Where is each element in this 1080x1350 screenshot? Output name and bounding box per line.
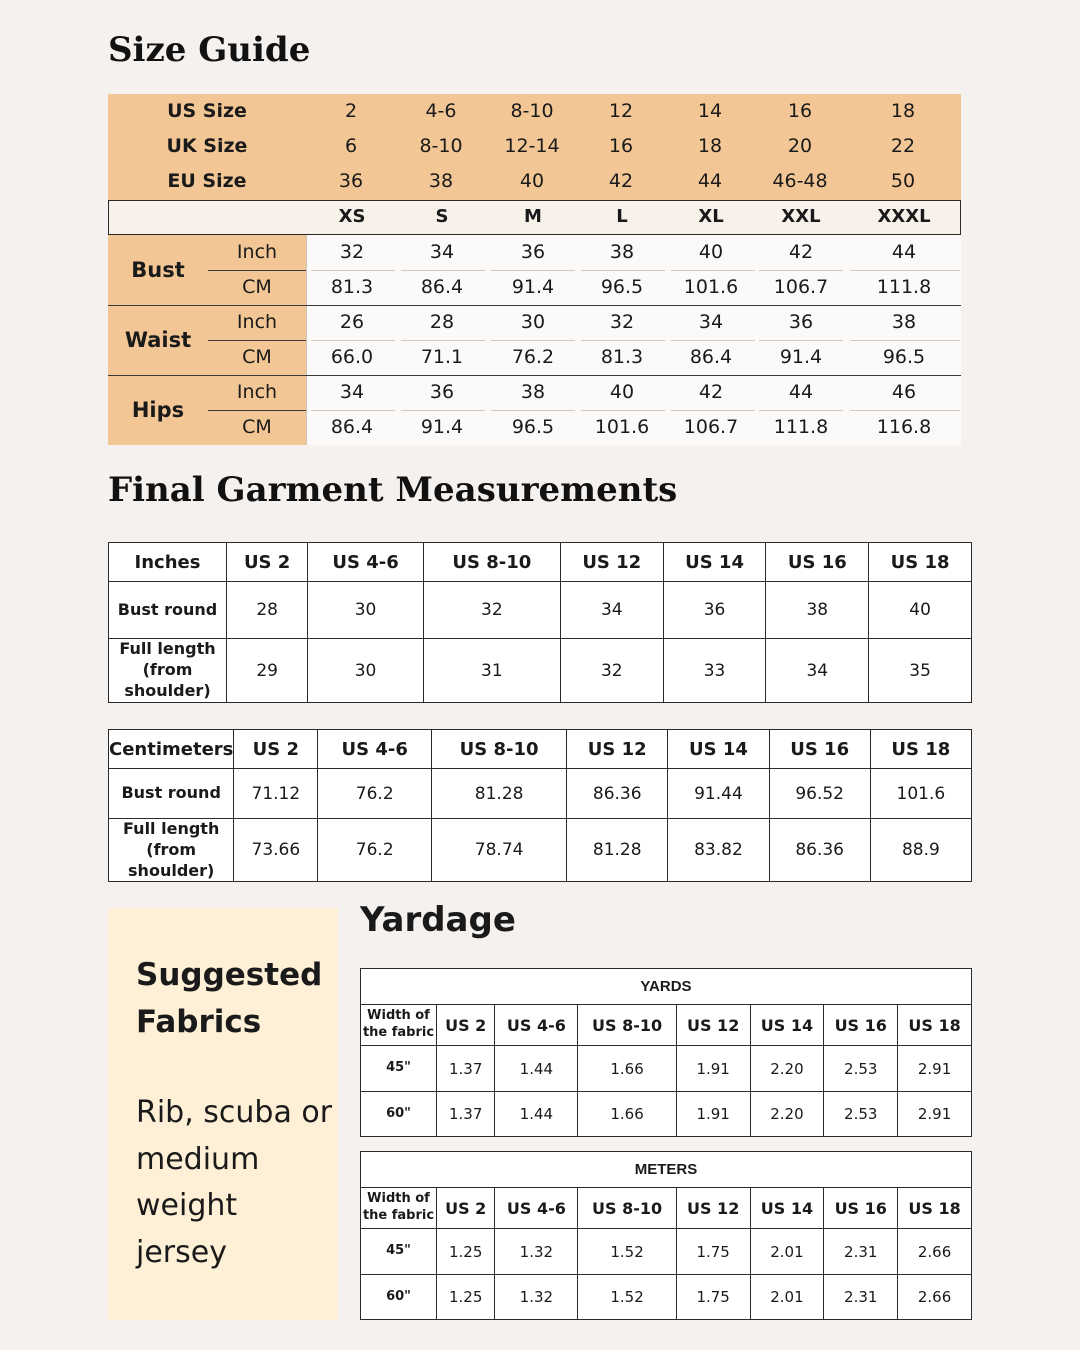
measurement-label-cell [108, 375, 306, 445]
column-header: US 2 [437, 1005, 495, 1046]
table-cell: 1.52 [578, 1275, 676, 1320]
size-guide-table [108, 94, 961, 444]
table-cell: 101.6 [870, 769, 971, 819]
measurement-name: Bust [131, 258, 185, 282]
table-cell: 86.36 [567, 769, 668, 819]
table-cell: 2.20 [750, 1046, 824, 1092]
size-value: 12-14 [504, 135, 560, 157]
size-guide-title: Size Guide [108, 30, 311, 70]
column-header: US 18 [898, 1005, 972, 1046]
row-label: 45" [361, 1046, 437, 1092]
measurement-value: 91.4 [420, 416, 464, 438]
measurement-value: 81.3 [600, 346, 644, 368]
value-divider [401, 340, 485, 341]
table-cell: 36 [663, 582, 766, 639]
table-cell: 34 [766, 639, 869, 703]
value-divider [850, 340, 960, 341]
size-value: 16 [608, 135, 634, 157]
column-header: US 16 [824, 1188, 898, 1229]
measurement-value: 116.8 [876, 416, 932, 438]
measurement-value: 44 [891, 241, 917, 263]
row-label: 45" [361, 1229, 437, 1275]
size-value: 4-6 [425, 100, 457, 122]
value-divider [759, 410, 843, 411]
measurement-value: 38 [520, 381, 546, 403]
inches-table [108, 542, 972, 703]
table-cell: 28 [227, 582, 308, 639]
measurement-value: 91.4 [511, 276, 555, 298]
measurement-value: 30 [520, 311, 546, 333]
final-garment-title: Final Garment Measurements [108, 470, 678, 510]
table-cell: 2.31 [824, 1229, 898, 1275]
table-cell: 34 [560, 582, 663, 639]
column-header: US 8-10 [578, 1005, 676, 1046]
row-label: Bust round [109, 769, 234, 819]
table-cell: 1.91 [676, 1046, 750, 1092]
size-system-label: US Size [167, 100, 247, 122]
suggested-fabrics-title: Suggested Fabrics [136, 957, 323, 1040]
column-header: US 18 [869, 543, 972, 582]
table-cell: 81.28 [432, 769, 567, 819]
table-cell: 2.01 [750, 1275, 824, 1320]
table-cell: 38 [766, 582, 869, 639]
group-separator [108, 305, 961, 306]
column-header: US 12 [567, 730, 668, 769]
measurement-value: 86.4 [420, 276, 464, 298]
measurement-value: 46 [891, 381, 917, 403]
size-letter: S [435, 206, 449, 227]
column-header: Width of the fabric [361, 1188, 437, 1229]
table-cell: 96.52 [769, 769, 870, 819]
table-cell: 1.25 [437, 1229, 495, 1275]
yards-table [360, 968, 972, 1137]
table-row [109, 582, 972, 639]
measurement-value: 36 [788, 311, 814, 333]
measurement-values [306, 305, 961, 375]
table-cell: 2.66 [898, 1229, 972, 1275]
table-cell: 1.32 [495, 1229, 578, 1275]
centimeters-table [108, 729, 972, 882]
size-value: 18 [697, 135, 723, 157]
measurement-value: 34 [429, 241, 455, 263]
column-header: US 14 [750, 1188, 824, 1229]
measurement-value: 81.3 [330, 276, 374, 298]
table-cell: 30 [308, 639, 424, 703]
measurement-value: 76.2 [511, 346, 555, 368]
value-divider [491, 270, 575, 271]
table-cell: 78.74 [432, 819, 567, 882]
yardage-title: Yardage [360, 900, 516, 940]
column-header: Width of the fabric [361, 1005, 437, 1046]
column-header: US 8-10 [423, 543, 560, 582]
measurement-value: 38 [891, 311, 917, 333]
measurement-value: 34 [698, 311, 724, 333]
size-letters-row [108, 200, 961, 235]
measurement-value: 44 [788, 381, 814, 403]
column-header: US 8-10 [578, 1188, 676, 1229]
column-header: US 16 [766, 543, 869, 582]
table-header-row [361, 1005, 972, 1046]
table-row [109, 769, 972, 819]
size-value: 46-48 [772, 170, 828, 192]
table-cell: 71.12 [234, 769, 318, 819]
table-header-row [109, 730, 972, 769]
size-letter: XL [698, 206, 724, 227]
value-divider [671, 340, 755, 341]
size-value: 22 [890, 135, 916, 157]
table-cell: 32 [423, 582, 560, 639]
column-header: Inches [109, 543, 227, 582]
suggested-fabrics-box [108, 908, 338, 1320]
table-cell: 1.25 [437, 1275, 495, 1320]
column-header: US 12 [676, 1188, 750, 1229]
value-divider [759, 270, 843, 271]
measurement-name: Waist [124, 328, 192, 352]
table-cell: 1.66 [578, 1046, 676, 1092]
column-header: US 12 [676, 1005, 750, 1046]
measurement-value: 101.6 [594, 416, 650, 438]
table-cell: 2.20 [750, 1092, 824, 1137]
table-cell: 91.44 [668, 769, 769, 819]
size-letter: M [524, 206, 542, 227]
value-divider [850, 270, 960, 271]
value-divider [401, 410, 485, 411]
unit-inch-label: Inch [236, 311, 278, 333]
table-cell: 1.91 [676, 1092, 750, 1137]
measurement-value: 36 [520, 241, 546, 263]
table-row [361, 1046, 972, 1092]
measurement-value: 106.7 [683, 416, 739, 438]
table-row [109, 639, 972, 703]
table-row [361, 1275, 972, 1320]
table-row [109, 819, 972, 882]
measurement-value: 40 [609, 381, 635, 403]
table-cell: 2.91 [898, 1046, 972, 1092]
column-header: US 14 [663, 543, 766, 582]
measurement-value: 40 [698, 241, 724, 263]
measurement-value: 86.4 [330, 416, 374, 438]
value-divider [671, 270, 755, 271]
size-value: 42 [608, 170, 634, 192]
table-cell: 1.75 [676, 1229, 750, 1275]
size-value: 50 [890, 170, 916, 192]
size-guide-head-row [108, 164, 961, 199]
size-letter: XXL [781, 206, 821, 227]
table-row [361, 1092, 972, 1137]
table-cell: 73.66 [234, 819, 318, 882]
row-label: 60" [361, 1092, 437, 1137]
measurement-value: 42 [698, 381, 724, 403]
measurement-values [306, 235, 961, 305]
value-divider [581, 270, 665, 271]
size-value: 36 [338, 170, 364, 192]
suggested-fabrics-text: Rib, scuba or medium weight jersey [136, 1095, 333, 1270]
measurement-value: 26 [339, 311, 365, 333]
measurement-value: 111.8 [773, 416, 829, 438]
size-system-label: EU Size [167, 170, 247, 192]
value-divider [850, 410, 960, 411]
table-cell: 31 [423, 639, 560, 703]
row-label: Full length (from shoulder) [109, 639, 227, 703]
table-cell: 76.2 [318, 769, 432, 819]
column-header: US 14 [750, 1005, 824, 1046]
value-divider [311, 410, 395, 411]
column-header: US 4-6 [318, 730, 432, 769]
table-cell: 33 [663, 639, 766, 703]
table-cell: 2.01 [750, 1229, 824, 1275]
size-guide-head-row [108, 94, 961, 129]
value-divider [311, 270, 395, 271]
table-cell: 40 [869, 582, 972, 639]
table-cell: 2.91 [898, 1092, 972, 1137]
column-header: US 14 [668, 730, 769, 769]
column-header: US 2 [227, 543, 308, 582]
table-cell: 32 [560, 639, 663, 703]
value-divider [401, 270, 485, 271]
measurement-label-cell [108, 235, 306, 305]
table-cell: 83.82 [668, 819, 769, 882]
table-cell: 1.75 [676, 1275, 750, 1320]
size-letter: L [616, 206, 628, 227]
value-divider [311, 340, 395, 341]
measurement-name: Hips [131, 398, 185, 422]
column-header: US 8-10 [432, 730, 567, 769]
table-cell: 76.2 [318, 819, 432, 882]
measurement-value: 111.8 [876, 276, 932, 298]
measurement-value: 28 [429, 311, 455, 333]
measurement-value: 36 [429, 381, 455, 403]
table-cell: 1.37 [437, 1046, 495, 1092]
table-cell: 88.9 [870, 819, 971, 882]
table-row [361, 1229, 972, 1275]
size-value: 2 [344, 100, 358, 122]
measurement-value: 38 [609, 241, 635, 263]
measurement-value: 106.7 [773, 276, 829, 298]
column-header: US 16 [769, 730, 870, 769]
unit-inch-label: Inch [236, 381, 278, 403]
table-header-row [361, 1188, 972, 1229]
measurement-value: 66.0 [330, 346, 374, 368]
size-value: 8-10 [510, 100, 554, 122]
measurement-values [306, 375, 961, 445]
measurement-value: 86.4 [689, 346, 733, 368]
measurement-value: 71.1 [420, 346, 464, 368]
table-title: YARDS [361, 969, 972, 1005]
column-header: US 4-6 [308, 543, 424, 582]
table-cell: 1.52 [578, 1229, 676, 1275]
table-cell: 2.66 [898, 1275, 972, 1320]
size-letter: XXXL [877, 206, 931, 227]
measurement-group-bust [108, 235, 961, 305]
size-value: 6 [344, 135, 358, 157]
unit-cm-label: CM [242, 416, 272, 438]
table-cell: 1.66 [578, 1092, 676, 1137]
measurement-value: 32 [339, 241, 365, 263]
table-cell: 2.31 [824, 1275, 898, 1320]
measurement-group-waist [108, 305, 961, 375]
value-divider [581, 340, 665, 341]
value-divider [671, 410, 755, 411]
unit-cm-label: CM [242, 276, 272, 298]
column-header: US 4-6 [495, 1188, 578, 1229]
column-header: Centimeters [109, 730, 234, 769]
table-title: METERS [361, 1152, 972, 1188]
size-letter: XS [338, 206, 366, 227]
row-label: 60" [361, 1275, 437, 1320]
table-header-row [109, 543, 972, 582]
size-guide-head-row [108, 129, 961, 164]
value-divider [581, 410, 665, 411]
value-divider [491, 340, 575, 341]
row-label: Full length (from shoulder) [109, 819, 234, 882]
size-value: 44 [697, 170, 723, 192]
group-separator [108, 375, 961, 376]
measurement-value: 32 [609, 311, 635, 333]
column-header: US 18 [870, 730, 971, 769]
value-divider [759, 340, 843, 341]
table-cell: 1.32 [495, 1275, 578, 1320]
table-cell: 29 [227, 639, 308, 703]
table-cell: 2.53 [824, 1092, 898, 1137]
table-cell: 86.36 [769, 819, 870, 882]
table-cell: 2.53 [824, 1046, 898, 1092]
table-cell: 1.37 [437, 1092, 495, 1137]
size-value: 14 [697, 100, 723, 122]
measurement-value: 96.5 [882, 346, 926, 368]
meters-table [360, 1151, 972, 1320]
column-header: US 2 [437, 1188, 495, 1229]
row-label: Bust round [109, 582, 227, 639]
column-header: US 12 [560, 543, 663, 582]
unit-cm-label: CM [242, 346, 272, 368]
table-cell: 35 [869, 639, 972, 703]
measurement-value: 96.5 [600, 276, 644, 298]
table-cell: 30 [308, 582, 424, 639]
size-value: 18 [890, 100, 916, 122]
measurement-value: 91.4 [779, 346, 823, 368]
measurement-label-cell [108, 305, 306, 375]
size-value: 40 [519, 170, 545, 192]
size-value: 8-10 [419, 135, 463, 157]
size-value: 38 [428, 170, 454, 192]
size-value: 12 [608, 100, 634, 122]
measurement-value: 96.5 [511, 416, 555, 438]
table-cell: 1.44 [495, 1092, 578, 1137]
column-header: US 16 [824, 1005, 898, 1046]
unit-inch-label: Inch [236, 241, 278, 263]
table-cell: 81.28 [567, 819, 668, 882]
measurement-value: 34 [339, 381, 365, 403]
size-system-label: UK Size [166, 135, 248, 157]
size-value: 20 [787, 135, 813, 157]
column-header: US 4-6 [495, 1005, 578, 1046]
measurement-value: 42 [788, 241, 814, 263]
table-cell: 1.44 [495, 1046, 578, 1092]
value-divider [491, 410, 575, 411]
size-value: 16 [787, 100, 813, 122]
measurement-group-hips [108, 375, 961, 445]
column-header: US 2 [234, 730, 318, 769]
column-header: US 18 [898, 1188, 972, 1229]
measurement-value: 101.6 [683, 276, 739, 298]
